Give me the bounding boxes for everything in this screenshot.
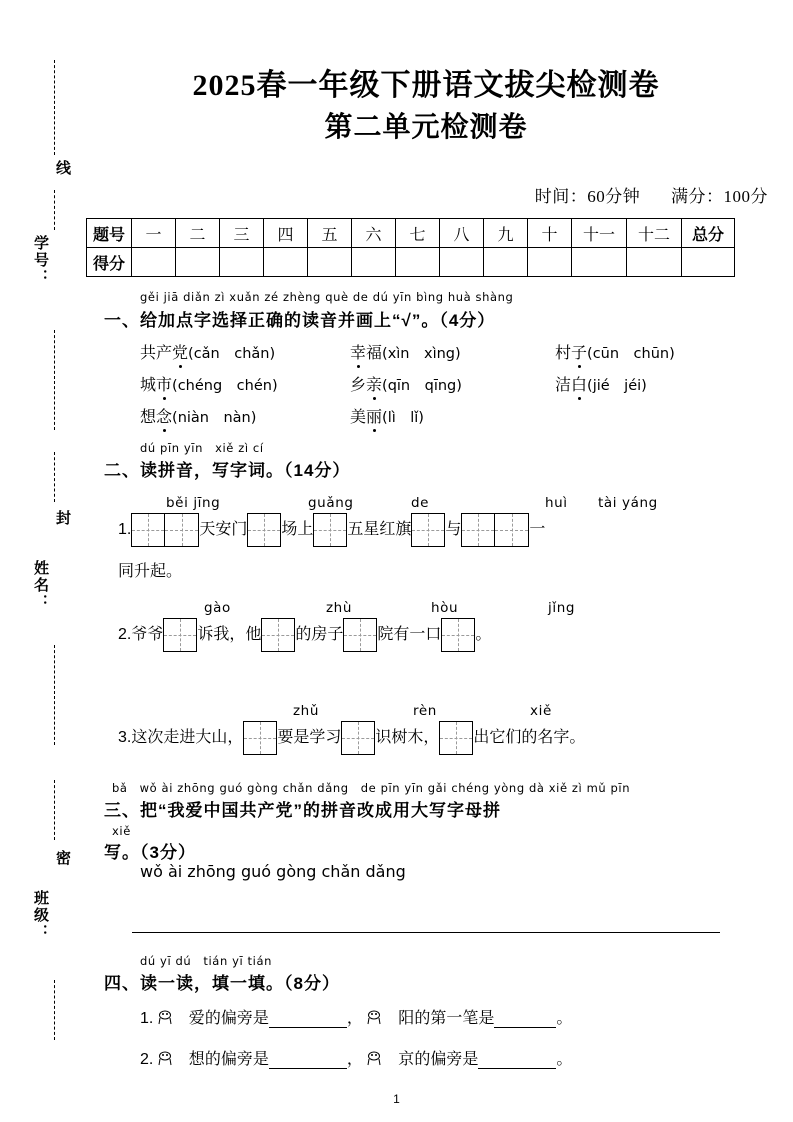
q2-l2-num: 2. [118, 626, 132, 644]
q1-item-5[interactable] [350, 372, 462, 395]
seal-word-mi: 密 [54, 850, 71, 865]
q2-heading: 二、读拼音，写字词。（14分） [104, 461, 351, 480]
q2-l1-t4: 与 [445, 521, 462, 539]
q1-item-8-text: 美 [350, 409, 367, 426]
col-12: 十二 [627, 219, 682, 248]
q1-item-7-text: 想 [140, 409, 157, 426]
q1-item-1-dotted-char: 党 [172, 340, 188, 363]
q4-item-2[interactable] [140, 1046, 572, 1069]
score-cell-2[interactable] [176, 248, 220, 277]
q2-l2-py-gao: gào [204, 600, 231, 616]
pencil-icon [367, 1051, 397, 1068]
q2-l1-py-guang: guǎng [308, 495, 354, 511]
q2-l3-py-xie: xiě [530, 703, 552, 719]
q1-item-4[interactable] [140, 372, 278, 395]
q1-item-7-options[interactable]: (niàn nàn) [172, 410, 257, 426]
q4-item-2-char-2: 京 [398, 1051, 415, 1068]
q1-item-5-options[interactable]: (qīn qīng) [382, 378, 462, 394]
q2-l1-next: 同升起。 [118, 563, 183, 580]
student-id-label: 学号： [32, 235, 49, 286]
score-cell-6[interactable] [352, 248, 396, 277]
q1-item-8[interactable] [350, 404, 424, 427]
q4-pinyin-gloss: dú yī dú tián yī tián [140, 954, 272, 968]
q2-pinyin-gloss: dú pīn yīn xiě zì cí [140, 441, 264, 455]
page-title: 2025春一年级下册语文拔尖检测卷 [192, 69, 660, 102]
score-cell-5[interactable] [308, 248, 352, 277]
q4-item-1-sep: ， [346, 1010, 363, 1027]
q2-l2-box-jing[interactable] [441, 618, 475, 652]
grid-box[interactable] [165, 513, 199, 547]
q2-l3-py-zhu: zhǔ [293, 703, 319, 719]
q2-l2-py-hou: hòu [431, 600, 459, 616]
q4-item-1-char-1: 爱 [188, 1010, 205, 1027]
q2-l3-t3: 识树木， [375, 729, 440, 747]
q3-pinyin-gloss-2: xiě [112, 824, 131, 838]
q2-l3-box-zhu[interactable] [243, 721, 277, 755]
q4-item-1[interactable] [140, 1005, 572, 1028]
page-number: 1 [393, 1092, 400, 1106]
grid-box[interactable] [495, 513, 529, 547]
q4-item-1-blank-1[interactable] [269, 1013, 347, 1028]
student-name-label: 姓名： [32, 560, 49, 611]
left-margin-rail [30, 60, 86, 1040]
q2-l2-py-jing: jǐng [548, 600, 576, 616]
dashed-line-7 [54, 980, 55, 1040]
score-cell-total[interactable] [682, 248, 735, 277]
q4-item-2-num: 2. [140, 1051, 154, 1068]
pencil-icon [158, 1010, 188, 1027]
col-10: 十 [528, 219, 572, 248]
q1-item-7[interactable] [140, 404, 256, 427]
q1-item-6-options[interactable]: (jié jéi) [587, 378, 647, 394]
q2-l3-t1: 这次走进大山， [131, 729, 244, 747]
exam-meta [509, 182, 768, 207]
col-5: 五 [308, 219, 352, 248]
q4-item-1-num: 1. [140, 1010, 154, 1027]
q3-heading-line1: 三、把“我爱中国共产党”的拼音改成用大写字母拼 [104, 801, 501, 820]
score-cell-1[interactable] [132, 248, 176, 277]
q2-l1-content[interactable] [118, 513, 545, 547]
q2-l1-box-beijing[interactable] [131, 513, 199, 547]
row-label-score: 得分 [87, 248, 132, 277]
q1-item-3[interactable] [555, 340, 675, 363]
q1-heading: 一、给加点字选择正确的读音并画上“√”。（4分） [104, 311, 496, 330]
q1-item-4-text: 城 [140, 377, 157, 394]
q1-item-3-options[interactable]: (cūn chūn) [587, 346, 675, 362]
pencil-icon [158, 1051, 188, 1068]
col-7: 七 [396, 219, 440, 248]
q2-l3-t2: 要是学习 [277, 729, 342, 747]
q1-item-6-text: 洁 [555, 377, 572, 394]
q1-item-3-dotted-char: 子 [571, 340, 587, 363]
table-row-scores [87, 248, 735, 277]
q4-item-2-blank-1[interactable] [269, 1054, 347, 1069]
q2-l2-t3: 的房子 [295, 626, 344, 644]
q4-item-2-sep: ， [346, 1051, 363, 1068]
q2-l1-tail: 一 [529, 521, 546, 539]
score-cell-12[interactable] [627, 248, 682, 277]
q1-item-1-text: 共产 [140, 345, 173, 362]
q2-l3-t4: 出它们的名字。 [473, 729, 586, 747]
score-cell-10[interactable] [528, 248, 572, 277]
q3-answer-rule[interactable] [132, 932, 720, 933]
col-3: 三 [220, 219, 264, 248]
dashed-line-3 [54, 330, 55, 430]
q4-item-1-t1: 的偏旁是 [204, 1010, 269, 1027]
col-8: 八 [440, 219, 484, 248]
seal-word-line: 线 [54, 160, 71, 175]
score-cell-9[interactable] [484, 248, 528, 277]
col-4: 四 [264, 219, 308, 248]
q2-l3-num: 3. [118, 729, 132, 747]
seal-word-feng: 封 [54, 510, 71, 525]
grid-box[interactable] [461, 513, 495, 547]
q2-l1-box-guang[interactable] [247, 513, 281, 547]
q2-l1-t3: 五星红旗 [347, 521, 412, 539]
q1-item-5-text: 乡 [350, 377, 367, 394]
q2-l1-py-beijing: běi jīng [166, 495, 221, 511]
score-cell-3[interactable] [220, 248, 264, 277]
q2-l1-py-hui: huì [545, 495, 568, 511]
q2-l1-num: 1. [118, 521, 132, 539]
q4-item-2-t2: 的偏旁是 [414, 1051, 479, 1068]
q2-l2-box-zhu[interactable] [261, 618, 295, 652]
q1-item-1-options[interactable]: (cǎn chǎn) [188, 346, 276, 362]
q4-heading: 四、读一读，填一填。（8分） [104, 974, 340, 993]
dashed-line-6 [54, 780, 55, 840]
q2-l2-t1: 爷爷 [131, 626, 164, 644]
q2-l1-t1: 天安门 [199, 521, 248, 539]
q2-l2-t4: 院有一口 [377, 626, 442, 644]
q1-item-6[interactable] [555, 372, 647, 395]
q2-l2-t2: 诉我，他 [197, 626, 262, 644]
q3-pinyin-gloss-1: bǎ wǒ ài zhōng guó gòng chǎn dǎng de pīn yīn gǎi chéng yòng dà xiě zì mǔ pīn [112, 781, 631, 795]
q4-item-1-char-2: 阳 [398, 1010, 415, 1027]
q2-l1-box-taiyang[interactable] [461, 513, 529, 547]
q1-item-4-options[interactable]: (chéng chén) [172, 378, 278, 394]
q1-item-2-options[interactable]: (xìn xìng) [382, 346, 461, 362]
score-cell-4[interactable] [264, 248, 308, 277]
col-6: 六 [352, 219, 396, 248]
q1-item-1[interactable] [140, 340, 275, 363]
q1-item-7-dotted-char: 念 [156, 404, 172, 427]
q4-item-2-t1: 的偏旁是 [204, 1051, 269, 1068]
col-11: 十一 [572, 219, 627, 248]
q2-l3-box-ren[interactable] [341, 721, 375, 755]
q2-l1-py-de: de [411, 495, 430, 511]
score-table [86, 218, 735, 277]
q1-item-8-options[interactable]: (lì lǐ) [382, 410, 424, 426]
q4-item-2-end: 。 [556, 1051, 573, 1068]
score-cell-7[interactable] [396, 248, 440, 277]
col-9: 九 [484, 219, 528, 248]
col-1: 一 [132, 219, 176, 248]
q2-l2-t5: 。 [475, 626, 492, 644]
q2-l2-content[interactable] [118, 618, 491, 652]
q1-item-6-dotted-char: 白 [571, 372, 587, 395]
dashed-line-4 [54, 452, 55, 502]
row-label-question-no: 题号 [87, 219, 132, 248]
q2-l1-py-taiyang: tài yáng [598, 495, 658, 511]
q2-l3-box-xie[interactable] [439, 721, 473, 755]
q4-item-2-char-1: 想 [188, 1051, 205, 1068]
dashed-line-5 [54, 645, 55, 745]
q2-l1-t2: 场上 [281, 521, 314, 539]
q2-l2-box-hou[interactable] [343, 618, 377, 652]
q1-item-2-text: 福 [366, 345, 383, 362]
q2-l2-box-gao[interactable] [163, 618, 197, 652]
col-2: 二 [176, 219, 220, 248]
q1-item-4-dotted-char: 市 [156, 372, 172, 395]
grid-box[interactable] [131, 513, 165, 547]
q2-l1-box-de[interactable] [313, 513, 347, 547]
q1-pinyin-gloss: gěi jiā diǎn zì xuǎn zé zhèng què de dú yīn bìng huà shàng [140, 290, 514, 304]
q4-item-2-blank-2[interactable] [478, 1054, 556, 1069]
full-score: 满分：100分 [671, 187, 768, 206]
q4-item-1-t2: 的第一笔是 [414, 1010, 495, 1027]
q1-item-2-dotted-char: 幸 [350, 340, 366, 363]
score-cell-11[interactable] [572, 248, 627, 277]
q4-item-1-end: 。 [556, 1010, 573, 1027]
dashed-line-1 [54, 60, 55, 155]
pencil-icon [367, 1010, 397, 1027]
q1-item-2[interactable] [350, 340, 461, 363]
q3-heading-line2: 写。（3分） [104, 843, 196, 862]
col-total: 总分 [682, 219, 735, 248]
q2-l3-py-ren: rèn [413, 703, 437, 719]
q1-item-8-dotted-char: 丽 [366, 404, 382, 427]
q1-item-5-dotted-char: 亲 [366, 372, 382, 395]
dashed-line-2 [54, 190, 55, 230]
time-limit: 时间：60分钟 [534, 187, 641, 206]
q2-l1-box-hui[interactable] [411, 513, 445, 547]
page-subtitle: 第二单元检测卷 [324, 112, 528, 143]
q4-item-1-blank-2[interactable] [494, 1013, 556, 1028]
score-cell-8[interactable] [440, 248, 484, 277]
table-row-headers [87, 219, 735, 248]
q2-l3-content[interactable] [118, 721, 585, 755]
student-class-label: 班级： [32, 890, 49, 941]
q2-l2-py-zhu: zhù [326, 600, 352, 616]
q1-item-3-text: 村 [555, 345, 572, 362]
q3-given-pinyin: wǒ ài zhōng guó gòng chǎn dǎng [140, 862, 406, 881]
